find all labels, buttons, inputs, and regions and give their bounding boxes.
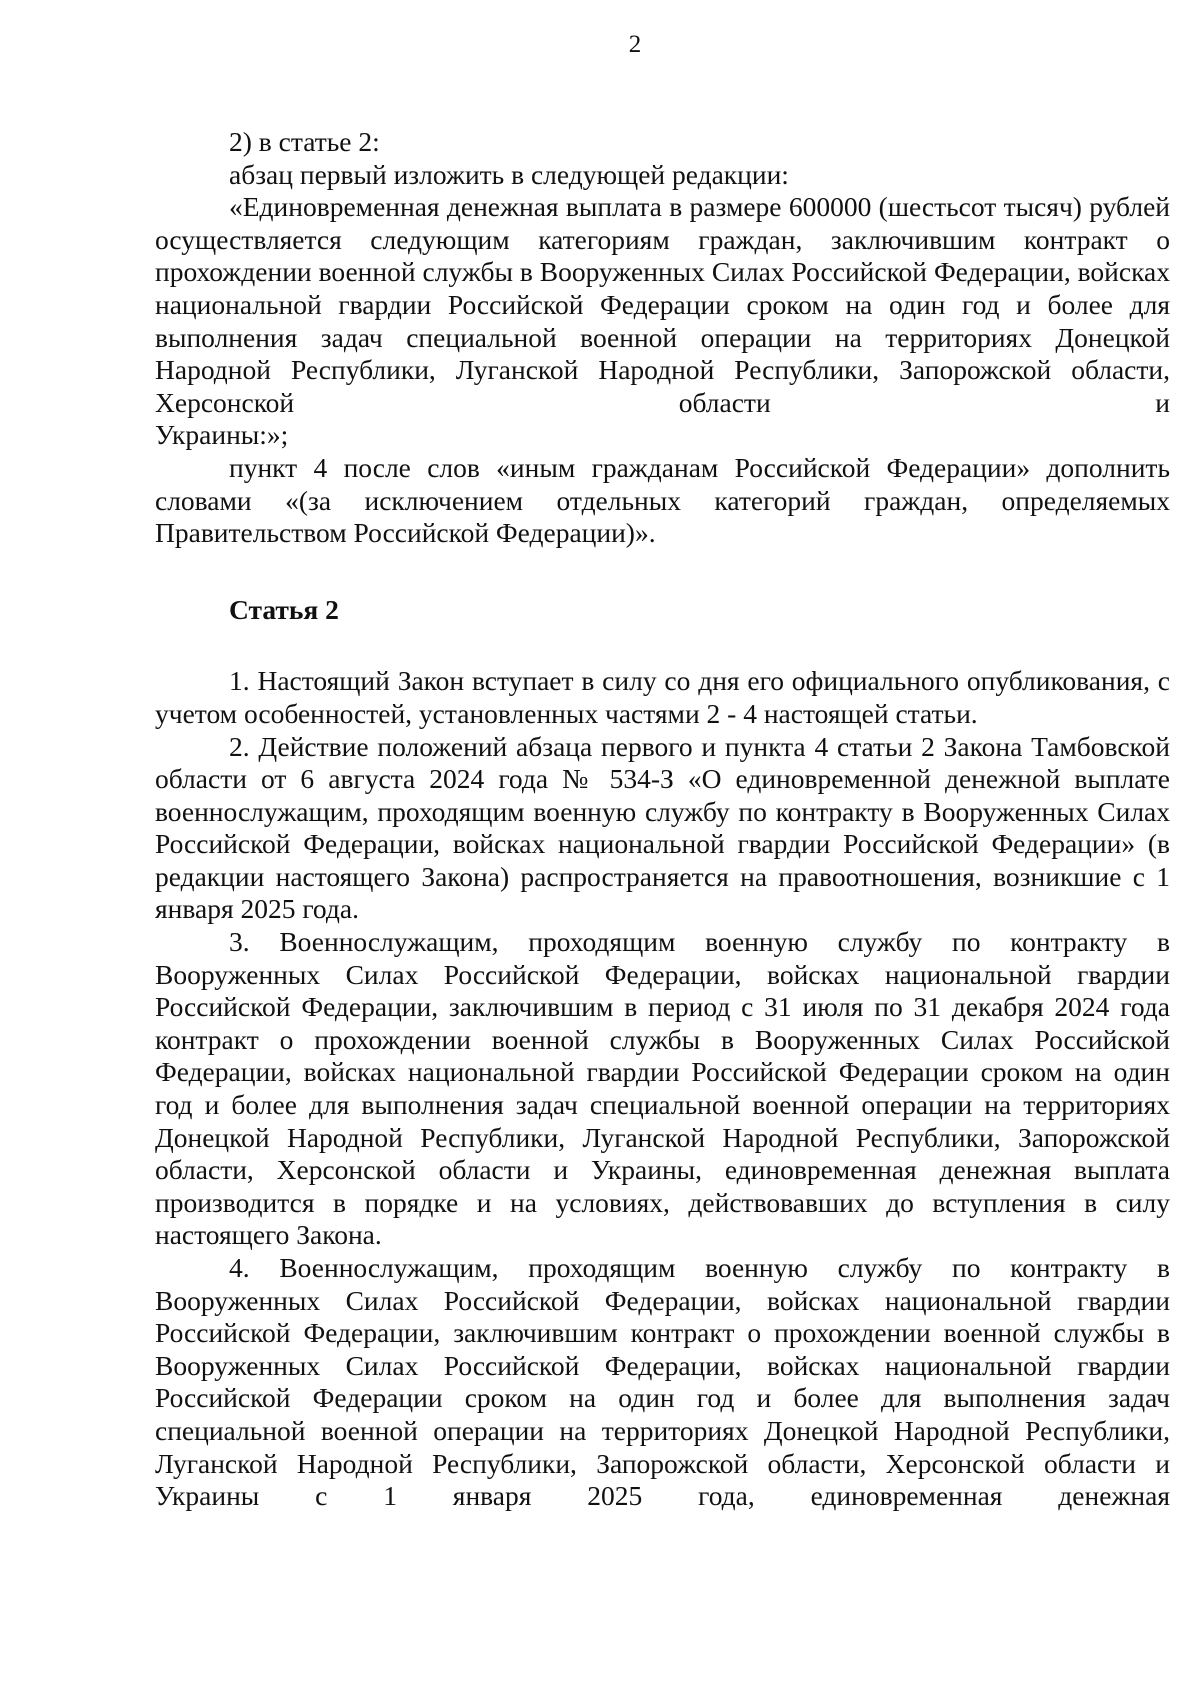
article-heading: Статья 2 xyxy=(229,593,339,625)
article-paragraph-1: 1. Настоящий Закон вступает в силу со дня его официального опубликования, с учетом особенностей, установленных частями 2 - 4 настоящей статьи. xyxy=(155,665,1170,729)
article-paragraph-2: 2. Действие положений абзаца первого и пункта 4 статьи 2 Закона Тамбовской области от 6 августа 2024 года № 534-З «О единовременной денежной выплате военнослужащим, проходящим военную службу по контракту в Вооруженных Силах Российской Федерации, войсках национальной гвардии Российской Федерации» (в редакции настоящего Закона) распространяется на правоотношения, возникшие с 1 января 2025 года. xyxy=(155,730,1170,925)
article-paragraph-4: 4. Военнослужащим, проходящим военную службу по контракту в Вооруженных Силах Российской Федерации, войсках национальной гвардии Российской Федерации, заключившим контракт о прохождении военной службы в Вооруженных Силах Российской Федерации, войсках национальной гвардии Российской Федерации сроком на один год и более для выполнения задач специальной военной операции на территориях Донецкой Народной Республики, Луганской Народной Республики, Запорожской области, Херсонской области и Украины с 1 января 2025 года, единовременная денежная xyxy=(155,1252,1170,1512)
amendment-item: 2) в статье 2: xyxy=(229,126,380,157)
amendment-quoted-text: «Единовременная денежная выплата в размере 600000 (шестьсот тысяч) рублей осуществляется следующим категориям граждан, заключившим контракт о прохождении военной службы в Вооруженных Силах Российской Федерации, войсках национальной гвардии Российской Федерации сроком на один год и более для выполнения задач специальной военной операции на территориях Донецкой Народной Республики, Луганской Народной Республики, Запорожской области, Херсонской области и xyxy=(155,191,1170,418)
amendment-point-4: пункт 4 после слов «иным гражданам Российской Федерации» дополнить словами «(за исключением отдельных категорий граждан, определяемых Правительством Российской Федерации)». xyxy=(155,451,1170,549)
amendment-quoted-text-end: Украины:»; xyxy=(155,419,289,451)
article-paragraph-3: 3. Военнослужащим, проходящим военную службу по контракту в Вооруженных Силах Российской Федерации, войсках национальной гвардии Российской Федерации, заключившим в период с 31 июля по 31 декабря 2024 года контракт о прохождении военной службы в Вооруженных Силах Российской Федерации, войсках национальной гвардии Российской Федерации сроком на один год и более для выполнения задач специальной военной операции на территориях Донецкой Народной Республики, Луганской Народной Республики, Запорожской области, Херсонской области и Украины, единовременная денежная выплата производится в порядке и на условиях, действовавших до вступления в силу настоящего Закона. xyxy=(155,926,1170,1251)
page-number: 2 xyxy=(628,31,642,58)
document-body xyxy=(155,126,1170,1513)
amendment-paragraph-intro: абзац первый изложить в следующей редакции: xyxy=(229,158,789,190)
